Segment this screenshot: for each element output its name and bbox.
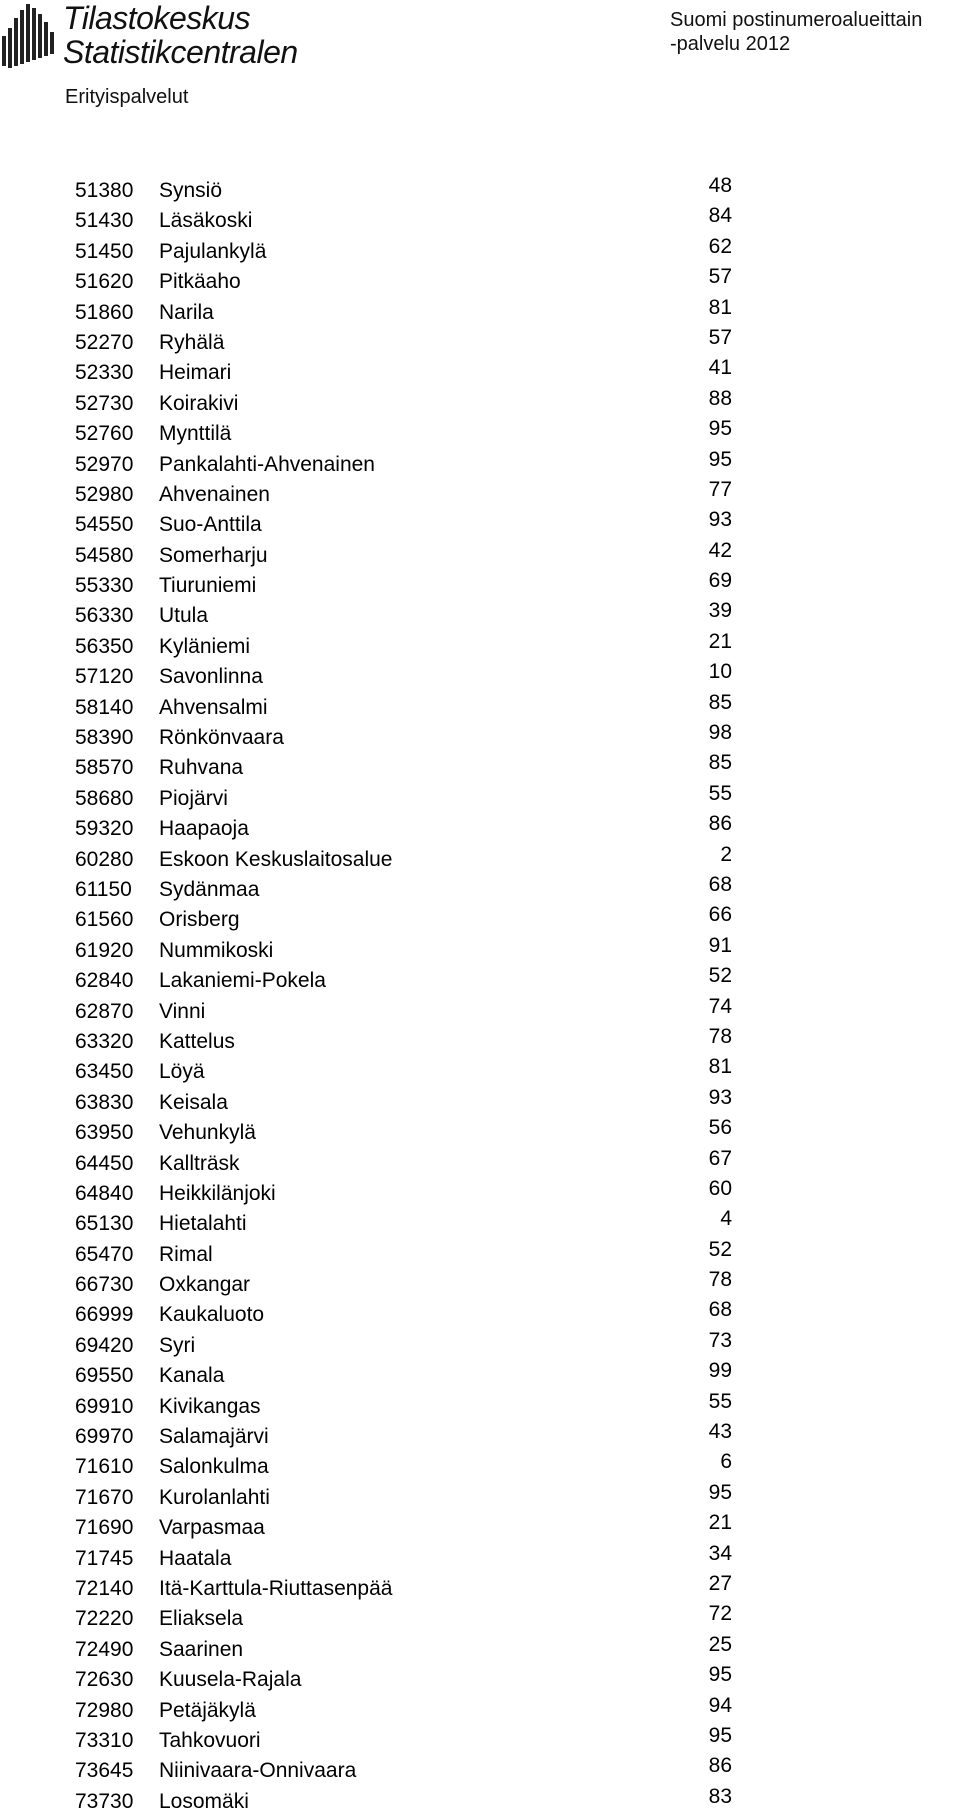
list-item [0, 1422, 960, 1452]
list-item [0, 690, 960, 723]
area-name: Pankalahti-Ahvenainen [159, 452, 375, 476]
area-value: 86 [708, 1754, 732, 1778]
area-value: 78 [708, 1268, 732, 1292]
area-value: 2 [720, 842, 732, 866]
postal-code: 71690 [75, 1516, 134, 1540]
area-name: Vinni [159, 999, 206, 1023]
list-item [0, 1480, 960, 1513]
postal-code: 64450 [75, 1151, 134, 1175]
list-item [0, 1300, 960, 1330]
list-item [0, 601, 960, 631]
area-name: Pitkäaho [159, 270, 241, 294]
area-name: Kyläniemi [159, 634, 251, 658]
list-item [0, 1784, 960, 1817]
list-item [0, 1665, 960, 1695]
area-value: 91 [708, 933, 732, 957]
document-title [670, 8, 940, 56]
area-name: Orisberg [159, 908, 240, 932]
area-value: 6 [720, 1450, 732, 1474]
area-name: Kattelus [159, 1029, 235, 1053]
postal-code: 61560 [75, 908, 134, 932]
area-name: Heimari [159, 361, 232, 385]
postal-code: 51860 [75, 300, 134, 324]
list-item [0, 1237, 960, 1270]
area-name: Ruhvana [159, 756, 244, 780]
area-value: 57 [708, 265, 732, 289]
list-item [0, 571, 960, 601]
list-item [0, 1361, 960, 1391]
area-name: Lakaniemi-Pokela [159, 969, 326, 993]
area-value: 73 [708, 1328, 732, 1352]
area-name: Tahkovuori [159, 1728, 261, 1752]
postal-code: 51620 [75, 270, 134, 294]
area-value: 67 [708, 1146, 732, 1170]
area-name: Kivikangas [159, 1394, 261, 1418]
list-item [0, 234, 960, 267]
list-item [0, 872, 960, 905]
area-name: Kaukaluoto [159, 1303, 265, 1327]
list-item [0, 510, 960, 540]
postal-code: 72220 [75, 1607, 134, 1631]
list-item [0, 753, 960, 783]
area-value: 95 [708, 447, 732, 471]
postal-code: 72980 [75, 1698, 134, 1722]
list-item [0, 176, 960, 206]
area-value: 41 [708, 356, 732, 380]
area-value: 81 [708, 295, 732, 319]
area-name: Kallträsk [159, 1151, 240, 1175]
area-name: Niinivaara-Onnivaara [159, 1759, 357, 1783]
area-value: 43 [708, 1420, 732, 1444]
list-item [0, 723, 960, 753]
postal-code: 65470 [75, 1242, 134, 1266]
list-item [0, 1693, 960, 1726]
list-item [0, 1389, 960, 1422]
list-item [0, 419, 960, 449]
list-item [0, 966, 960, 996]
area-value: 39 [708, 599, 732, 623]
area-value: 95 [708, 1723, 732, 1747]
area-name: Heikkilänjoki [159, 1181, 276, 1205]
list-item [0, 1024, 960, 1057]
list-item [0, 386, 960, 419]
area-value: 84 [708, 204, 732, 228]
area-name: Nummikoski [159, 938, 274, 962]
area-name: Losomäki [159, 1789, 249, 1813]
area-value: 60 [708, 1176, 732, 1200]
area-name: Kuusela-Rajala [159, 1668, 302, 1692]
postal-code: 69420 [75, 1333, 134, 1357]
area-name: Piojärvi [159, 786, 228, 810]
area-value: 74 [708, 994, 732, 1018]
list-item [0, 1632, 960, 1665]
area-name: Ahvensalmi [159, 695, 268, 719]
postal-code: 62840 [75, 969, 134, 993]
area-value: 66 [708, 903, 732, 927]
area-name: Oxkangar [159, 1273, 251, 1297]
list-item [0, 538, 960, 571]
list-item [0, 1723, 960, 1756]
postal-code: 71610 [75, 1455, 134, 1479]
area-value: 68 [708, 1298, 732, 1322]
area-value: 99 [708, 1359, 732, 1383]
list-item [0, 1328, 960, 1361]
list-item [0, 781, 960, 814]
list-item [0, 629, 960, 662]
list-item [0, 1176, 960, 1209]
area-value: 72 [708, 1602, 732, 1626]
area-value: 4 [720, 1207, 732, 1231]
postal-code: 58680 [75, 786, 134, 810]
postal-code: 60280 [75, 847, 134, 871]
list-item [0, 1085, 960, 1118]
list-item [0, 267, 960, 297]
area-value: 62 [708, 234, 732, 258]
area-value: 93 [708, 1085, 732, 1109]
area-value: 21 [708, 1511, 732, 1535]
area-name: Savonlinna [159, 665, 263, 689]
area-value: 88 [708, 386, 732, 410]
list-item [0, 206, 960, 236]
postal-code: 58570 [75, 756, 134, 780]
area-value: 55 [708, 1389, 732, 1413]
postal-code: 51430 [75, 209, 134, 233]
area-name: Vehunkylä [159, 1121, 256, 1145]
postal-code: 58140 [75, 695, 134, 719]
postal-code: 63950 [75, 1121, 134, 1145]
logo-text-swedish: Statistikcentralen [63, 34, 298, 70]
postal-code-list [0, 176, 960, 1817]
area-name: Utula [159, 604, 209, 628]
area-value: 52 [708, 964, 732, 988]
postal-code: 69910 [75, 1394, 134, 1418]
list-item [0, 814, 960, 844]
list-item [0, 1513, 960, 1543]
postal-code: 72630 [75, 1668, 134, 1692]
list-item [0, 1604, 960, 1634]
area-value: 98 [708, 721, 732, 745]
area-name: Ryhälä [159, 330, 225, 354]
postal-code: 65130 [75, 1212, 134, 1236]
area-name: Narila [159, 300, 214, 324]
document-title-line2: -palvelu 2012 [670, 33, 791, 55]
postal-code: 73310 [75, 1728, 134, 1752]
postal-code: 66730 [75, 1273, 134, 1297]
logo-bars-icon [2, 2, 60, 72]
postal-code: 56330 [75, 604, 134, 628]
area-name: Hietalahti [159, 1212, 247, 1236]
area-value: 94 [708, 1693, 732, 1717]
area-name: Salonkulma [159, 1455, 269, 1479]
list-item [0, 1118, 960, 1148]
postal-code: 52730 [75, 391, 134, 415]
postal-code: 73645 [75, 1759, 134, 1783]
area-value: 83 [708, 1784, 732, 1808]
list-item [0, 933, 960, 966]
area-name: Läsäkoski [159, 209, 253, 233]
area-name: Salamajärvi [159, 1425, 269, 1449]
postal-code: 62870 [75, 999, 134, 1023]
postal-code: 56350 [75, 634, 134, 658]
list-item [0, 1756, 960, 1786]
postal-code: 73730 [75, 1789, 134, 1813]
area-value: 57 [708, 325, 732, 349]
area-name: Mynttilä [159, 422, 232, 446]
list-item [0, 1270, 960, 1300]
area-name: Saarinen [159, 1637, 244, 1661]
postal-code: 52970 [75, 452, 134, 476]
postal-code: 57120 [75, 665, 134, 689]
list-item [0, 905, 960, 935]
list-item [0, 325, 960, 358]
postal-code: 63320 [75, 1029, 134, 1053]
area-value: 95 [708, 417, 732, 441]
list-item [0, 358, 960, 388]
area-value: 95 [708, 1480, 732, 1504]
area-name: Ahvenainen [159, 482, 270, 506]
list-item [0, 994, 960, 1027]
postal-code: 61920 [75, 938, 134, 962]
area-name: Tiuruniemi [159, 574, 257, 598]
area-name: Rimal [159, 1242, 213, 1266]
postal-code: 72490 [75, 1637, 134, 1661]
area-name: Haapaoja [159, 817, 249, 841]
area-value: 78 [708, 1024, 732, 1048]
area-name: Itä-Karttula-Riuttasenpää [159, 1576, 393, 1600]
area-name: Syri [159, 1333, 196, 1357]
postal-code: 61150 [75, 877, 132, 901]
list-item [0, 1209, 960, 1239]
postal-code: 52270 [75, 330, 134, 354]
list-item [0, 1057, 960, 1087]
list-item [0, 1452, 960, 1482]
area-name: Rönkönvaara [159, 726, 284, 750]
area-value: 69 [708, 569, 732, 593]
postal-code: 72140 [75, 1576, 134, 1600]
area-name: Kurolanlahti [159, 1485, 270, 1509]
list-item [0, 662, 960, 692]
list-item [0, 1571, 960, 1604]
postal-code: 69970 [75, 1425, 134, 1449]
postal-code: 54580 [75, 543, 134, 567]
area-name: Suo-Anttila [159, 513, 262, 537]
postal-code: 64840 [75, 1181, 134, 1205]
postal-code: 52980 [75, 482, 134, 506]
logo-text-finnish: Tilastokeskus [63, 0, 251, 36]
postal-code: 59320 [75, 817, 134, 841]
postal-code: 51450 [75, 239, 134, 263]
area-name: Kanala [159, 1364, 225, 1388]
area-value: 42 [708, 538, 732, 562]
area-name: Löyä [159, 1060, 205, 1084]
area-value: 85 [708, 751, 732, 775]
postal-code: 52330 [75, 361, 134, 385]
statistics-finland-logo [0, 0, 340, 80]
list-item [0, 477, 960, 510]
area-value: 81 [708, 1055, 732, 1079]
area-value: 52 [708, 1237, 732, 1261]
postal-code: 71670 [75, 1485, 134, 1509]
postal-code: 55330 [75, 574, 134, 598]
document-title-line1: Suomi postinumeroalueittain [670, 9, 923, 31]
postal-code: 69550 [75, 1364, 134, 1388]
postal-code: 63450 [75, 1060, 134, 1084]
area-name: Petäjäkylä [159, 1698, 256, 1722]
area-value: 48 [708, 174, 732, 197]
area-value: 10 [708, 660, 732, 684]
area-value: 86 [708, 812, 732, 836]
list-item [0, 295, 960, 328]
area-value: 95 [708, 1663, 732, 1687]
area-value: 27 [708, 1571, 732, 1595]
postal-code: 54550 [75, 513, 134, 537]
list-item [0, 1146, 960, 1179]
area-value: 77 [708, 477, 732, 501]
area-name: Sydänmaa [159, 877, 260, 901]
area-name: Pajulankylä [159, 239, 267, 263]
list-item [0, 842, 960, 875]
area-name: Koirakivi [159, 391, 239, 415]
list-item [0, 1541, 960, 1574]
area-value: 68 [708, 872, 732, 896]
postal-code: 66999 [75, 1303, 134, 1327]
area-name: Varpasmaa [159, 1516, 265, 1540]
postal-code: 52760 [75, 422, 134, 446]
area-name: Haatala [159, 1546, 232, 1570]
area-value: 21 [708, 629, 732, 653]
area-value: 55 [708, 781, 732, 805]
area-name: Eskoon Keskuslaitosalue [159, 847, 393, 871]
area-name: Eliaksela [159, 1607, 244, 1631]
postal-code: 71745 [75, 1546, 134, 1570]
area-value: 25 [708, 1632, 732, 1656]
postal-code: 51380 [75, 179, 134, 202]
postal-code: 58390 [75, 726, 134, 750]
postal-code: 63830 [75, 1090, 134, 1114]
area-name: Keisala [159, 1090, 228, 1114]
section-label: Erityispalvelut [65, 86, 189, 108]
area-value: 56 [708, 1116, 732, 1140]
list-item [0, 447, 960, 480]
area-value: 34 [708, 1541, 732, 1565]
area-value: 93 [708, 508, 732, 532]
area-name: Synsiö [159, 179, 223, 202]
area-name: Somerharju [159, 543, 268, 567]
area-value: 85 [708, 690, 732, 714]
